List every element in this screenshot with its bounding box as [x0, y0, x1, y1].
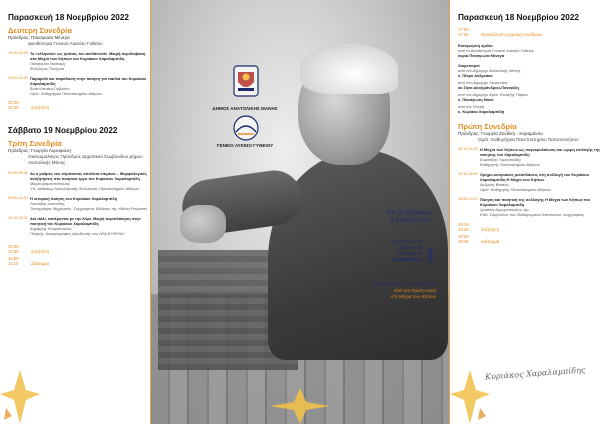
item-time: 18:50-19:10: [458, 197, 478, 202]
portrait-hand: [180, 205, 226, 243]
item-speaker: Άντα Κατσίκη-Γκίβαλου: [30, 86, 70, 92]
item-time: 20:20-20:40: [8, 100, 20, 111]
cover-panel: [150, 0, 450, 424]
school-caption: ΓΕΝΙΚΟ ΛΥΚΕΙΟ ΓΥΘΕΙΟΥ: [216, 143, 274, 148]
item-speaker: Χριστίνα Αργυροπούλου, Δρ.: [480, 207, 530, 213]
author-subtitle-line2: στη Μύχια των Κήπων: [390, 293, 436, 299]
program-item: [458, 172, 600, 192]
item-label: Διάλειμμα: [480, 239, 500, 245]
conference-dates: [391, 240, 422, 264]
intro-sub: από τον Ποιητή: [458, 104, 485, 109]
intro-item: [458, 92, 600, 102]
item-title: Το «ελληνικό» ως τρόπος του αισθάνεσθε. Μικρή περιδιάβαση στα Μύχια των Κήπων του Κυριάκου Χαραλαμπίδη: [30, 51, 146, 62]
item-title: Παραμύθι και παράδοση στην ποίηση για παιδιά του Κυριάκου Χαραλαμπίδη: [30, 76, 147, 87]
chair-label: Πρόεδρος: Παναγιώτα Μένεγα: [8, 35, 70, 40]
item-time: 10:30-10:50: [8, 243, 20, 254]
right-panel: [450, 0, 600, 424]
day-heading-friday: Παρασκευή 18 Νοεμβρίου 2022: [458, 13, 579, 22]
program-item: [458, 197, 600, 217]
item-title: Αν ο ρυθμός του σύμπαντος απόλυτα επιμένει... Μορφολογικές αναζητήσεις στο ποιητικό έργο του Κυριάκου Χαραλαμπίδη: [30, 170, 147, 181]
intro-item: [458, 104, 600, 114]
left-panel: [0, 0, 150, 424]
item-role: Επίτ. Σύμβουλος του Παιδαγωγικού Ινστιτούτου, συγγραφέας: [480, 212, 585, 218]
intro-person: κ. Παναγιώτη Νάνο: [458, 97, 494, 102]
municipality-caption: ΔΗΜΟΣ ΑΝΑΤΟΛΙΚΗΣ ΜΑΝΗΣ: [212, 106, 278, 111]
date-line: Σάββατο 19: [396, 245, 422, 251]
item-title: Ομηρο-κυπριακός μεταπλάσεις στη συλλογή του Κυριάκου Χαραλαμπίδη Η Μύχια των Κήπων: [480, 172, 590, 183]
chair-label: Πρόεδρος: Γεωργία Λυροφώνη: [8, 148, 71, 154]
item-speaker: Παναγιώτα Λάσκαρη: [30, 61, 66, 67]
year-label: [426, 238, 436, 272]
session-title-first: Πρώτη Συνεδρία: [458, 122, 517, 131]
chair-label: Πρόεδρος: Γεωργία Ζανδίκη - Καραμάνου: [458, 131, 543, 136]
decorative-star-icon: [450, 370, 490, 424]
item-time: 10:10-10:30: [8, 215, 28, 220]
intro-item: [458, 80, 600, 90]
day-heading-friday: Παρασκευή 18 Νοεμβρίου 2022: [8, 13, 129, 22]
intro-sub: από τον Δήμαρχο Αγίας Φύλαξης Πάφου: [458, 92, 528, 97]
session-title-third: Τρίτη Συνεδρία: [8, 139, 62, 149]
item-label: Συζήτηση: [31, 248, 50, 254]
item-role: Ποιητής, Δοκιμιογράφος Διευθυντής του ΛΕΑ ΕΥΘΥΝΗ: [30, 230, 124, 236]
item-speaker: Ευριπίδης Γαραντούδης: [480, 157, 522, 163]
program-item: [8, 216, 150, 236]
municipality-crest-icon: [220, 64, 272, 104]
item-speaker: Ανδρέας Βασκός: [480, 182, 509, 188]
break-line: [8, 256, 150, 266]
item-time: 09:50-10:10: [8, 195, 28, 200]
program-title-line2: ΣΥΝΕΔΡΙΟΥ: [390, 217, 432, 224]
intro-person: κ. Κυριάκο Χαραλαμπίδη: [458, 109, 505, 114]
poet-signature: Κυριάκος Χαραλαμπίδης: [485, 365, 587, 382]
item-time: 17:00-17:30: [458, 27, 470, 37]
intro-person: κυρία Παναγιώτα Μένεγα: [458, 53, 505, 58]
chair-subtitle: Ομότ. Καθηγήτρια Πανεπιστημίου Πελοποννήσου: [478, 136, 579, 142]
item-speaker: Δημήτρης Κοσμόπουλος: [30, 225, 72, 231]
decorative-star-icon: [270, 388, 330, 424]
item-title: Η ιστορική ποίηση του Κυριάκου Χαραλαμπίδη: [30, 195, 118, 201]
date-line: Κυριακή 20: [397, 251, 422, 257]
item-time: 09:30-09:50: [8, 170, 28, 175]
intro-item: [458, 43, 600, 58]
item-role: Ομότ. Καθηγήτρια Πανεπιστημίου Αθηνών: [30, 91, 102, 97]
item-label: Συζήτηση: [481, 227, 500, 233]
program-item: [8, 171, 150, 191]
item-time: 18:10-18:30: [458, 147, 478, 152]
item-role: Τοπογράφος Μηχανικός, Συγγραφέας Ειδήσεις της «Μάνη Ρεύματα»: [30, 205, 148, 211]
intro-person: κα Σίγια Αναξιμάνδρου-Παναγίδη: [458, 85, 519, 90]
item-time: 20:00-20:20: [8, 76, 28, 81]
item-time: 19:20-19:40: [458, 234, 470, 245]
session-title-second: Δεύτερη Συνεδρία: [8, 26, 73, 35]
discussion-line: [8, 244, 150, 254]
intro-sub: από τον Δήμαρχο Ανατολικής Μάνης: [458, 68, 521, 73]
author-name: ΚΥΡΙΑΚΟΣ ΧΑΡΑΛΑΜΠΙΔΗΣ: [371, 282, 436, 287]
intro-title: Εισαγωγική ομιλία: [458, 43, 493, 48]
date-line: Παρασκευή 18: [390, 240, 422, 245]
session-chair: [458, 131, 600, 142]
author-subtitle-line1: από την Πρώτη αυγή: [393, 287, 436, 293]
item-label: Διάλειμμα: [30, 260, 50, 266]
intro-title: Χαιρετισμοί: [458, 63, 480, 68]
item-title: Ποίηση και ποιητική της συλλογής Η Μύχια των Κήπων του Κυριάκου Χαραλαμπίδη: [480, 197, 591, 208]
school-logo-icon: [220, 114, 272, 154]
registration-line: [458, 27, 600, 37]
item-label: Προσέλευση-εγγραφή συνέδρων: [481, 32, 542, 37]
item-role: Φιλόλογος Ποιήτρια: [30, 66, 64, 72]
item-title: Ακί πάλι, πατέρονται με την Κύρι. Μικρή περιπλάνηση στην ποιητική του Κυριάκου Χαραλαμπίδη: [30, 215, 141, 226]
item-speaker: Μαρία Διαμαντοπούλου: [30, 180, 71, 186]
item-time: 19:10-19:20: [458, 222, 470, 233]
intro-item: [458, 63, 600, 78]
intro-sub: από τη Διευθύντρια Γενικού Λυκείου Γυθείου: [458, 48, 534, 53]
program-item: [8, 51, 150, 71]
decorative-star-icon: [0, 370, 40, 424]
year-text: 2022: [427, 247, 435, 263]
session-chair: [8, 148, 150, 165]
item-label: Συζήτηση: [31, 105, 50, 111]
day-heading-saturday: Σάββατο 19 Νοεμβρίου 2022: [8, 126, 118, 136]
date-month: ΝΟΕΜΒΡΙΟΥ: [392, 257, 422, 263]
session-chair: [8, 35, 150, 46]
discussion-line: [8, 100, 150, 110]
program-item: [8, 76, 150, 96]
portrait-hair: [300, 44, 398, 94]
program-title: [386, 210, 432, 224]
item-role: Καθηγητής Πανεπιστημίου Αθηνών: [480, 162, 540, 168]
program-item: [8, 196, 150, 211]
program-title-line1: ΠΡΟΓΡΑΜΜΑ: [386, 210, 432, 217]
intro-sub: από τον Δήμαρχο Λευκωσίας: [458, 80, 508, 85]
discussion-line: [458, 222, 600, 232]
item-role: Υπ. Διδάκτωρ Νεοελληνικής Φιλολογίας Πανεπιστημίου Αθηνών: [30, 185, 140, 191]
item-title: Η Μύχια των Κήπων ως συγκεφαλαίωση και ώριμη επιλογής της ποίησης του Χαραλαμπίδη: [480, 147, 600, 158]
item-role: Ομότ. Καθηγητής Πανεπιστημίου Αθηνών: [480, 187, 551, 193]
author-caption: [372, 282, 436, 300]
break-line: [458, 234, 600, 244]
item-time: 19:40-20:00: [8, 51, 28, 56]
program-item: [458, 147, 600, 167]
chair-subtitle: Οικονομολόγος Πρόεδρος Δημοτικού Συμβουλίου Δήμου Ανατολικής Μάνης: [28, 154, 143, 165]
item-time: 18:30-18:50: [458, 172, 478, 177]
intro-person: κ. Πέτρο Ανδρεάκο: [458, 73, 493, 78]
chair-subtitle: Διευθύντρια Γενικού Λυκείου Γυθείου: [28, 40, 103, 46]
item-time: 10:50-11:10: [8, 255, 20, 266]
item-speaker: Λεωνίδας Ιωαννίδης: [30, 200, 65, 206]
